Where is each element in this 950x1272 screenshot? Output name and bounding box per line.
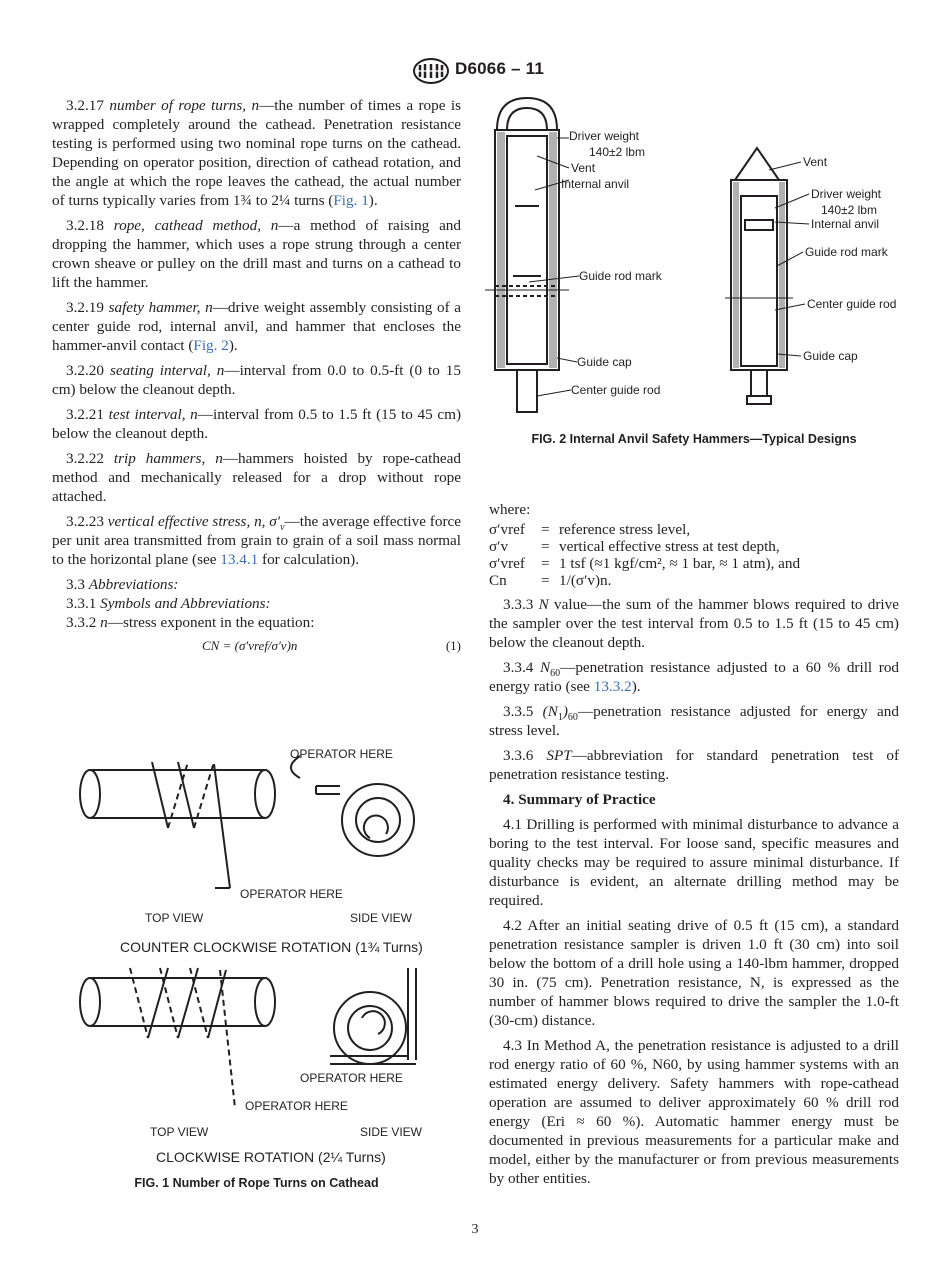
paragraph-3-3-4: 3.3.4 $N_{60}—penetration$ resistance adjusted to a 60 % drill rod energy ratio (see 13.3.2). — [489, 659, 900, 695]
paragraph-3-3-6: 3.3.6 SPT—abbreviation for standard penetration test of penetration resistance testing. — [489, 747, 900, 783]
operator-here-label-1: OPERATOR HERE — [290, 747, 393, 761]
right-column — [489, 500, 899, 1194]
where-label: where: — [489, 501, 531, 518]
definition-row: σ′vref = reference stress level, — [489, 521, 691, 538]
paragraph-3-2-20: 3.2.20 seating interval, n—interval from 0.0 to 0.5-ft (0 to 15 cm) below the cleanout depth. — [52, 362, 461, 398]
ccw-rotation-title: COUNTER CLOCKWISE ROTATION (1¾ Turns) — [120, 939, 423, 955]
paragraph-3-3-2: 3.3.2 n—stress exponent in the equation: — [66, 614, 315, 631]
fig1-link[interactable]: Fig. 1 — [333, 192, 369, 209]
paragraph-3-2-21: 3.2.21 test interval, n—interval from 0.5 to 1.5 ft (15 to 45 cm) below the cleanout depth. — [52, 406, 462, 442]
vent-label-1: Vent — [571, 161, 596, 175]
top-view-label-1: TOP VIEW — [145, 911, 204, 925]
definition-row: Cn = 1/(σ′v)n. — [489, 572, 612, 589]
figure-2-safety-hammers — [485, 96, 905, 426]
definition-row: σ′v = vertical effective stress at test depth, — [489, 538, 780, 555]
symbol-definitions — [489, 521, 899, 589]
operator-here-label-3: OPERATOR HERE — [300, 1071, 403, 1085]
driver-weight-label-1: Driver weight — [569, 129, 640, 143]
paragraph-3-3-1: 3.3.1 Symbols and Abbreviations: — [66, 595, 271, 612]
paragraph-3-2-23: 3.2.23 vertical effective stress, n, $\sigma'_v—the$ average effective force per unit area transmitted from grain to grain of a soil mass normal to the horizontal plane (see 13.4.1 for calculation). — [52, 513, 461, 568]
page-header — [0, 56, 950, 86]
operator-here-label-4: OPERATOR HERE — [245, 1099, 348, 1113]
fig2-link[interactable]: Fig. 2 — [193, 337, 229, 354]
equation-formula: CN = (σ′vref/σ′v)n — [202, 638, 298, 653]
driver-weight-value-2: 140±2 lbm — [821, 203, 877, 217]
section-13-4-1-link[interactable]: 13.4.1 — [220, 551, 259, 568]
page-number: 3 — [471, 1222, 479, 1237]
paragraph-3-3-5: 3.3.5 $(N_1)_{60}—penetration$ resistance adjusted for energy and stress level. — [489, 703, 899, 739]
paragraph-3-3: 3.3 Abbreviations: — [66, 576, 179, 593]
guide-rod-mark-label-2: Guide rod mark — [805, 245, 888, 259]
top-view-label-2: TOP VIEW — [150, 1125, 209, 1139]
center-guide-rod-label-1: Center guide rod — [571, 383, 661, 397]
cw-rotation-title: CLOCKWISE ROTATION (2¼ Turns) — [156, 1149, 386, 1165]
driver-weight-label-2: Driver weight — [811, 187, 882, 201]
section-13-3-2-link[interactable]: 13.3.2 — [593, 678, 632, 695]
equation-number: (1) — [445, 638, 461, 653]
internal-anvil-label-2: Internal anvil — [811, 217, 880, 231]
driver-weight-value-1: 140±2 lbm — [589, 145, 645, 159]
vent-label-2: Vent — [803, 155, 828, 169]
paragraph-4-3: 4.3 In Method A, the penetration resistance is adjusted to a drill rod energy ratio of 60 %, N60, by using hammer systems with an estimated energy delivery. Safety hammers with rope-cathead operation are assumed to deliver approximately 60 % drill rod energy (Eri ≈ 60 %). Automatic hammer energy must be documented in previous measurements for a particular make and model, either by the manufacturer or from previous measurements by other entities. — [489, 1037, 899, 1187]
operator-here-label-2: OPERATOR HERE — [240, 887, 343, 901]
figure-1-rope-turns — [70, 738, 460, 1178]
paragraph-3-2-19: 3.2.19 safety hammer, n—drive weight assembly consisting of a center guide rod, internal anvil, and hammer that encloses the hammer-anvil contact (Fig. 2). — [52, 299, 461, 354]
side-view-label-1: SIDE VIEW — [350, 911, 413, 925]
paragraph-3-2-22: 3.2.22 trip hammers, n—hammers hoisted by rope-cathead method and mechanically released for a drop without rope attached. — [52, 450, 461, 505]
standard-designation: D6066 – 11 — [455, 59, 544, 78]
paragraph-3-2-18: 3.2.18 rope, cathead method, n—a method of raising and dropping the hammer, which uses a rope strung through a center crown sheave or pulley on the drill mast and turns on a cathead to lift the hammer. — [52, 217, 461, 291]
equation-1 — [52, 634, 461, 660]
guide-cap-label-1: Guide cap — [577, 355, 632, 369]
left-column — [52, 96, 461, 660]
definition-row: σ′vref = 1 tsf (≈1 kgf/cm², ≈ 1 bar, ≈ 1 atm), and — [489, 555, 801, 572]
figure-2-caption: FIG. 2 Internal Anvil Safety Hammers—Typical Designs — [531, 432, 857, 446]
section-4-heading: 4. Summary of Practice — [503, 791, 656, 808]
figure-1-caption: FIG. 1 Number of Rope Turns on Cathead — [134, 1176, 379, 1190]
internal-anvil-label-1: Internal anvil — [561, 177, 630, 191]
center-guide-rod-label-2: Center guide rod — [807, 297, 897, 311]
paragraph-4-2: 4.2 After an initial seating drive of 0.5 ft (15 cm), a standard penetration resistance sampler is driven 1.0 ft (30 cm) into soil below the bottom of a drill hole using a 140-lbm hammer, dropped 30 in. (75 cm). Penetration resistance, N, is expressed as the number of hammer blows required to drive the sampler the 1.0-ft (30-cm) distance. — [489, 917, 899, 1029]
paragraph-3-2-17: 3.2.17 number of rope turns, n—the number of times a rope is wrapped completely around the cathead. Penetration resistance testing is performed using two nominal rope turns on the cathead. Depending on operator position, direction of cathead rotation, and the angle at which the rope leaves the cathead, the actual number of turns typically varies from 1¾ to 2¼ turns (Fig. 1). — [52, 97, 462, 209]
astm-logo-icon — [412, 58, 450, 84]
guide-cap-label-2: Guide cap — [803, 349, 858, 363]
guide-rod-mark-label-1: Guide rod mark — [579, 269, 662, 283]
paragraph-4-1: 4.1 Drilling is performed with minimal disturbance to advance a boring to the test interval. For loose sand, specific measures and quality checks may be required to assure minimal disturbance. If disturbance is evident, an alternate drilling method may be required. — [489, 816, 899, 909]
paragraph-3-3-3: 3.3.3 N value—the sum of the hammer blows required to drive the sampler over the test interval from 0.5 to 1.5 ft (15 to 45 cm) below the cleanout depth. — [489, 596, 899, 651]
side-view-label-2: SIDE VIEW — [360, 1125, 423, 1139]
